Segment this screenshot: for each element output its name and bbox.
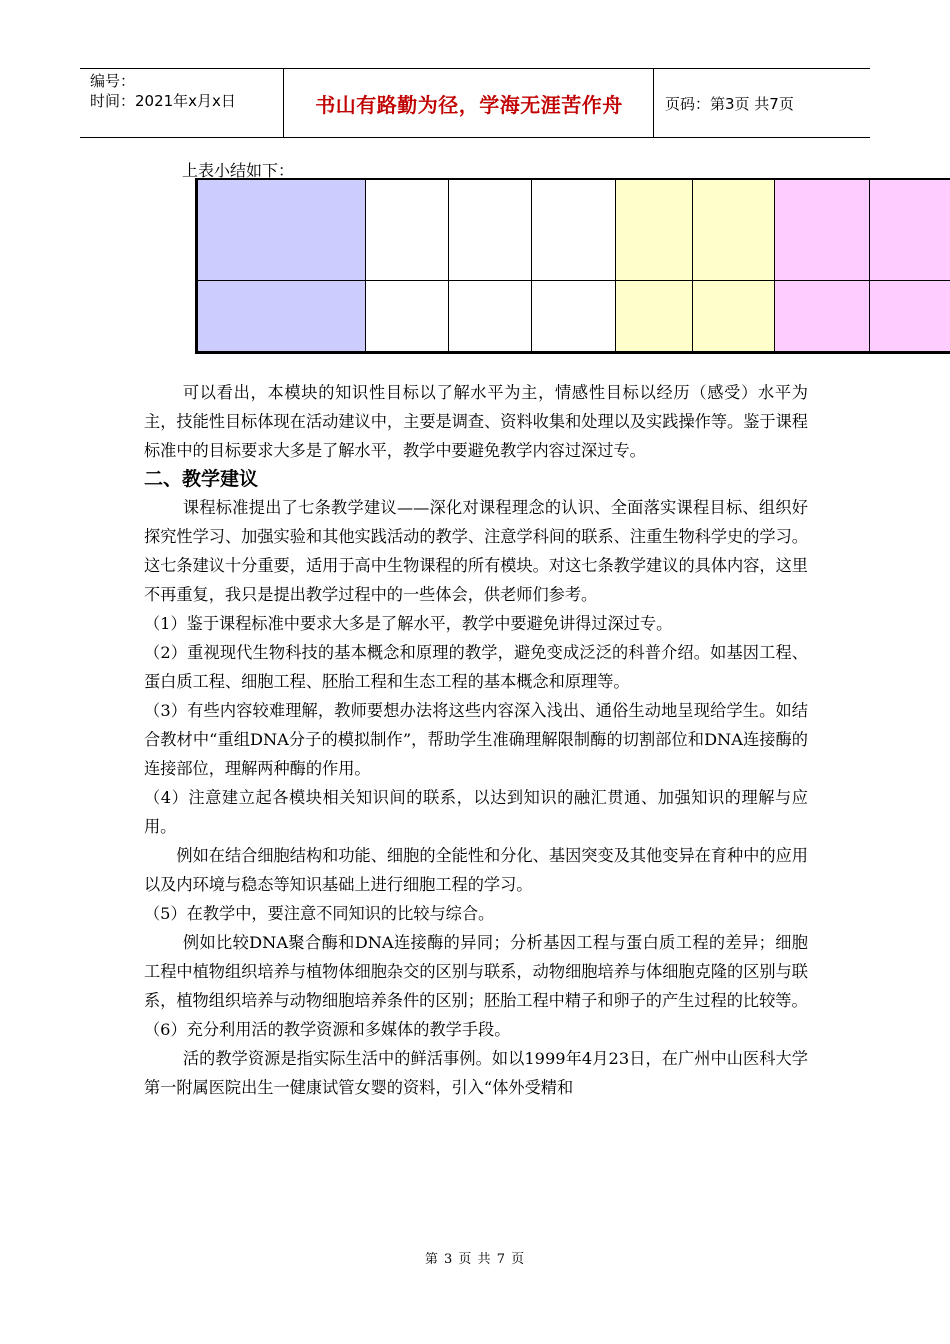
summary-caption: 上表小结如下： xyxy=(182,161,295,180)
list-item: （4）注意建立起各模块相关知识间的联系，以达到知识的融汇贯通、加强知识的理解与应用。 xyxy=(144,788,808,836)
table-cell xyxy=(870,180,950,281)
doc-code-label: 编号： xyxy=(90,72,136,90)
list-item-example: 活的教学资源是指实际生活中的鲜活事例。如以1999年4月23日，在广州中山医科大学第一附属医院出生一健康试管女婴的资料，引入“体外受精和 xyxy=(144,1049,808,1097)
list-item: （3）有些内容较难理解，教师要想办法将这些内容深入浅出、通俗生动地呈现给学生。如结合教材中“重组DNA分子的模拟制作”，帮助学生准确理解限制酶的切割部位和DNA连接酶的连接部位，理解两种酶的作用。 xyxy=(144,701,808,778)
page-footer: 第 3 页 共 7 页 xyxy=(424,1252,526,1267)
table-cell xyxy=(366,180,449,281)
header-divider xyxy=(283,69,284,137)
list-item: （2）重视现代生物科技的基本概念和原理的教学，避免变成泛泛的科普介绍。如基因工程、蛋白质工程、细胞工程、胚胎工程和生态工程的基本概念和原理等。 xyxy=(144,643,808,691)
table-cell xyxy=(532,180,616,281)
list-item: （5）在教学中，要注意不同知识的比较与综合。 xyxy=(144,904,495,923)
header-divider xyxy=(653,69,654,137)
section-heading: 二、教学建议 xyxy=(144,468,259,490)
table-cell xyxy=(449,281,532,351)
table-cell xyxy=(775,281,870,351)
list-item: （1）鉴于课程标准中要求大多是了解水平，教学中要避免讲得过深过专。 xyxy=(144,614,673,633)
list-item-example: 例如比较DNA聚合酶和DNA连接酶的异同；分析基因工程与蛋白质工程的差异；细胞工程中植物组织培养与植物体细胞杂交的区别与联系，动物细胞培养与体细胞克隆的区别与联系，植物组织培养与动物细胞培养条件的区别；胚胎工程中精子和卵子的产生过程的比较等。 xyxy=(144,933,808,1010)
table-cell xyxy=(532,281,616,351)
header-page-info: 页码：第3页 共7页 xyxy=(665,94,794,113)
page-header xyxy=(80,68,870,138)
table-cell xyxy=(870,281,950,351)
document-body xyxy=(144,378,808,1102)
doc-time-label: 时间：2021年x月x日 xyxy=(90,92,236,110)
table-cell xyxy=(693,180,775,281)
header-motto: 书山有路勤为径，学海无涯苦作舟 xyxy=(315,92,623,117)
table-cell xyxy=(366,281,449,351)
paragraph-suggestions: 课程标准提出了七条教学建议——深化对课程理念的认识、全面落实课程目标、组织好探究性学习、加强实验和其他实践活动的教学、注意学科间的联系、注重生物科学史的学习。这七条建议十分重要，适用于高中生物课程的所有模块。对这七条教学建议的具体内容，这里不再重复，我只是提出教学过程中的一些体会，供老师们参考。 xyxy=(144,498,808,604)
table-cell xyxy=(198,180,366,281)
table-cell xyxy=(616,180,693,281)
summary-table xyxy=(195,178,950,354)
list-item-example: 例如在结合细胞结构和功能、细胞的全能性和分化、基因突变及其他变异在育种中的应用以及内环境与稳态等知识基础上进行细胞工程的学习。 xyxy=(144,846,808,894)
table-cell xyxy=(693,281,775,351)
table-cell xyxy=(616,281,693,351)
list-item: （6）充分利用活的教学资源和多媒体的教学手段。 xyxy=(144,1020,511,1039)
table-cell xyxy=(449,180,532,281)
paragraph-summary: 可以看出，本模块的知识性目标以了解水平为主，情感性目标以经历（感受）水平为主，技能性目标体现在活动建议中，主要是调查、资料收集和处理以及实践操作等。鉴于课程标准中的目标要求大多是了解水平，教学中要避免教学内容过深过专。 xyxy=(144,383,808,460)
table-cell xyxy=(775,180,870,281)
table-cell xyxy=(198,281,366,351)
header-meta xyxy=(90,71,290,111)
